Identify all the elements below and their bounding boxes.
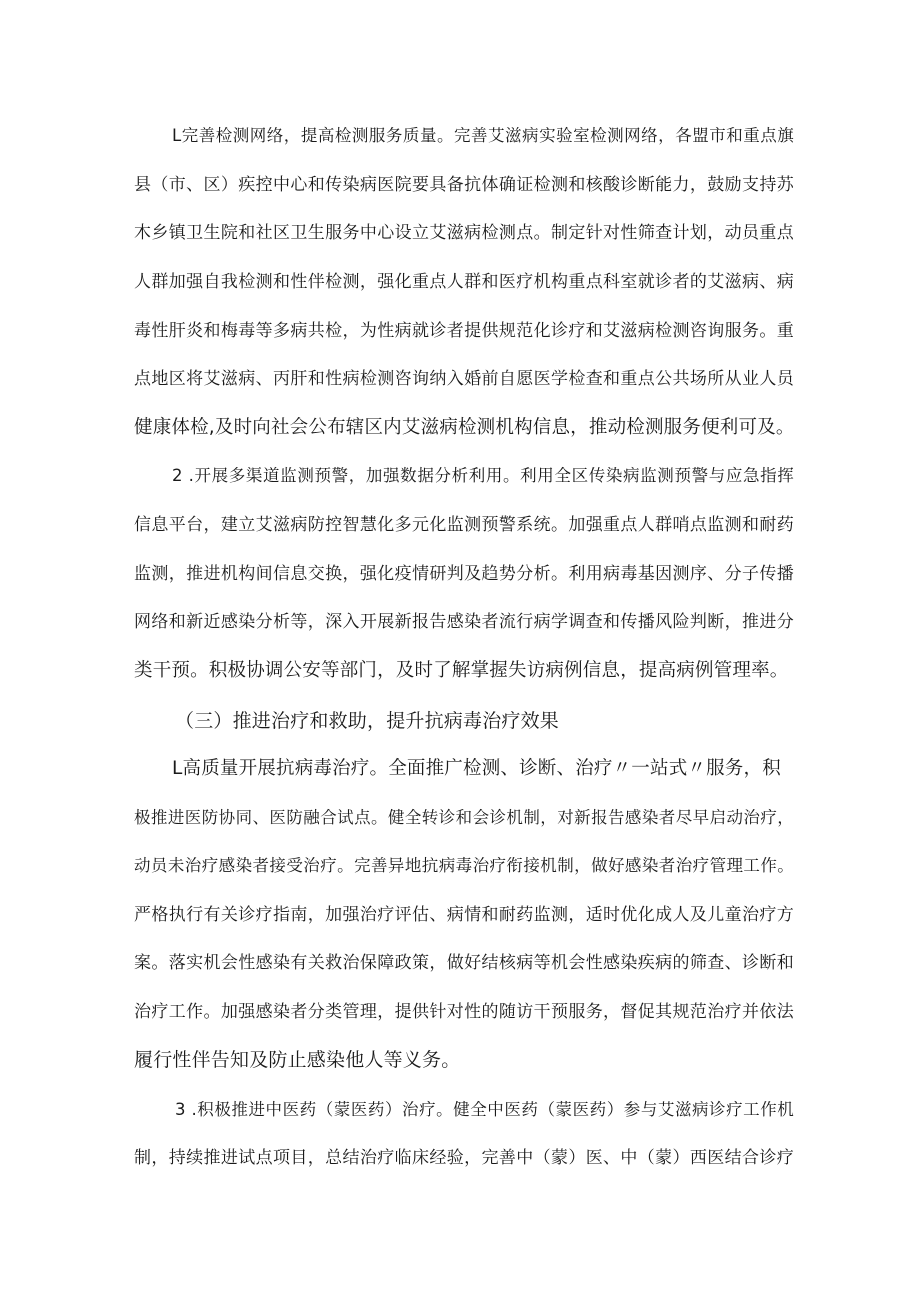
section-heading: （三）推进治疗和救助，提升抗病毒治疗效果 (175, 710, 560, 732)
paragraph-2-line-5: 类干预。积极协调公安等部门，及时了解掌握失访病例信息，提高病例管理率。 (134, 660, 789, 681)
paragraph-2-line-3: 监测，推进机构间信息交换，强化疫情研判及趋势分析。利用病毒基因测序、分子传播 (134, 564, 794, 584)
paragraph-1-line-1: L完善检测网络，提高检测服务质量。完善艾滋病实验室检测网络，各盟市和重点旗 (172, 126, 794, 145)
paragraph-1-line-4: 人群加强自我检测和性伴检测，强化重点人群和医疗机构重点科室就诊者的艾滋病、病 (134, 272, 794, 292)
paragraph-4-line-2: 制，持续推进试点项目，总结治疗临床经验，完善中（蒙）医、中（蒙）西医结合诊疗 (134, 1148, 794, 1168)
paragraph-4-line-1: 3 .积极推进中医药（蒙医药）治疗。健全中医药（蒙医药）参与艾滋病诊疗工作机 (175, 1100, 794, 1119)
paragraph-1-line-3: 木乡镇卫生院和社区卫生服务中心设立艾滋病检测点。制定针对性筛查计划，动员重点 (134, 223, 794, 243)
paragraph-1-line-5: 毒性肝炎和梅毒等多病共检，为性病就诊者提供规范化诊疗和艾滋病检测咨询服务。重 (134, 321, 794, 341)
paragraph-1-line-7: 健康体检,及时向社会公布辖区内艾滋病检测机构信息，推动检测服务便利可及。 (134, 417, 795, 438)
paragraph-3-line-7: 履行性伴告知及防止感染他人等义务。 (134, 1049, 461, 1071)
paragraph-1-line-2: 县（市、区）疾控中心和传染病医院要具备抗体确证检测和核酸诊断能力，鼓励支持苏 (134, 175, 794, 195)
paragraph-3-line-6: 治疗工作。加强感染者分类管理，提供针对性的随访干预服务，督促其规范治疗并依法 (134, 1002, 794, 1022)
paragraph-3-line-3: 动员未治疗感染者接受治疗。完善异地抗病毒治疗衔接机制，做好感染者治疗管理工作。 (134, 856, 794, 875)
paragraph-2-line-2: 信息平台，建立艾滋病防控智慧化多元化监测预警系统。加强重点人群哨点监测和耐药 (134, 515, 794, 535)
paragraph-3-line-4: 严格执行有关诊疗指南，加强治疗评估、病情和耐药监测，适时优化成人及儿童治疗方 (134, 905, 794, 925)
paragraph-3-line-2: 极推进医防协同、医防融合试点。健全转诊和会诊机制，对新报告感染者尽早启动治疗， (134, 808, 794, 827)
paragraph-2-line-4: 网络和新近感染分析等，深入开展新报告感染者流行病学调查和传播风险判断，推进分 (134, 612, 794, 632)
paragraph-3-line-5: 案。落实机会性感染有关救治保障政策，做好结核病等机会性感染疾病的筛查、诊断和 (134, 953, 794, 973)
paragraph-3-line-1: L高质量开展抗病毒治疗。全面推广检测、诊断、治疗〃一站式〃服务，积 (172, 758, 781, 779)
paragraph-2-line-1: 2 .开展多渠道监测预警，加强数据分析利用。利用全区传染病监测预警与应急指挥 (172, 466, 794, 485)
paragraph-1-line-6: 点地区将艾滋病、丙肝和性病检测咨询纳入婚前自愿医学检查和重点公共场所从业人员 (134, 369, 794, 389)
